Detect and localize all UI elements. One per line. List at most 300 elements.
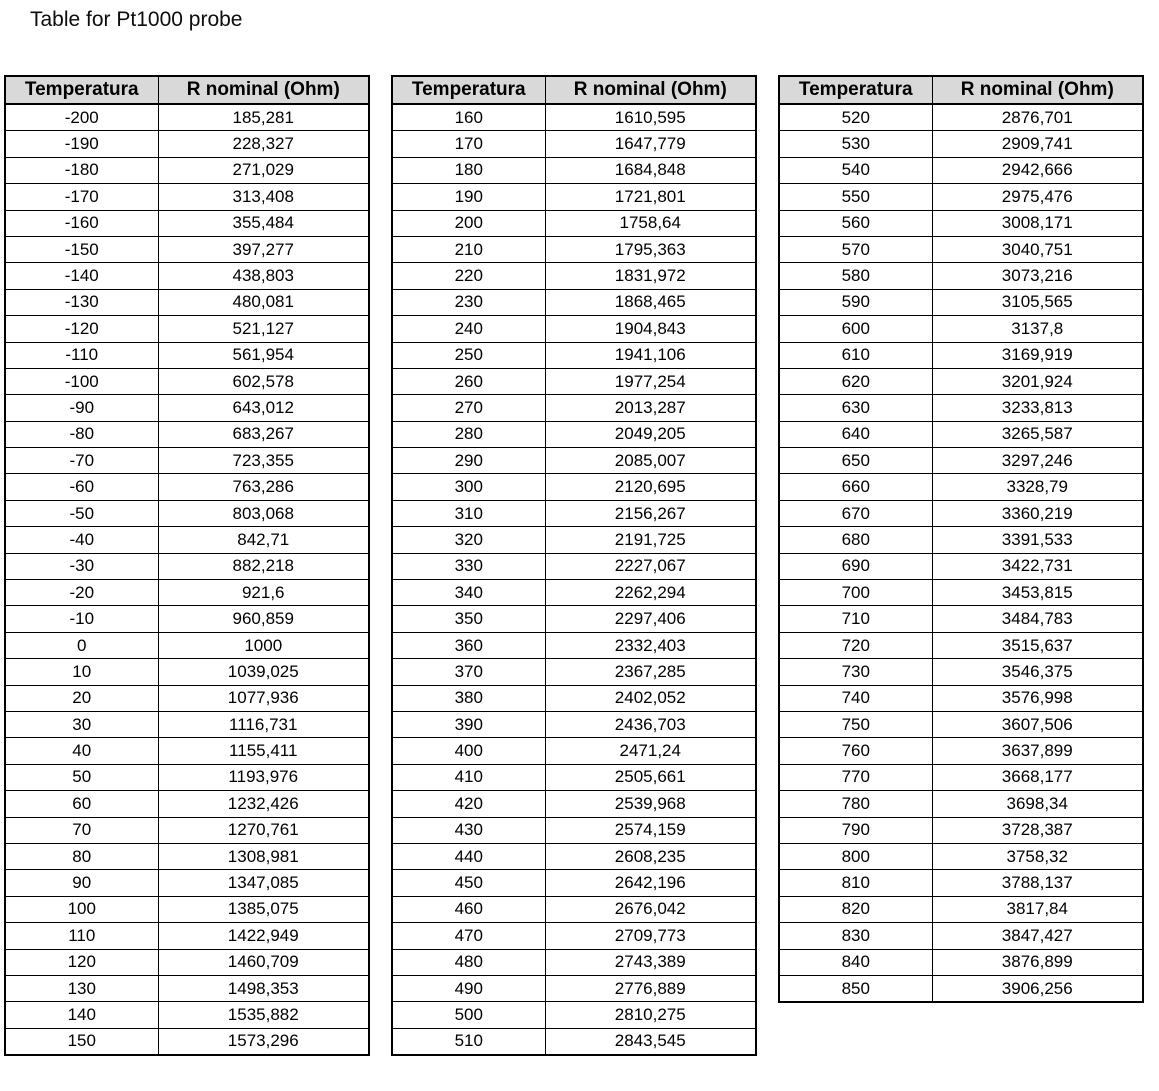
temperature-cell: 650 [779, 448, 932, 474]
table-row [5, 1002, 369, 1028]
resistance-cell: 3698,34 [932, 791, 1143, 817]
table-row [5, 791, 369, 817]
temperature-cell: 720 [779, 632, 932, 658]
table-row [392, 527, 756, 553]
resistance-cell: 803,068 [158, 500, 369, 526]
resistance-cell: 3546,375 [932, 659, 1143, 685]
temperature-cell: 350 [392, 606, 545, 632]
temperature-cell: 230 [392, 289, 545, 315]
table-row [5, 474, 369, 500]
temperature-cell: 310 [392, 500, 545, 526]
table-row [5, 1028, 369, 1055]
table-row [779, 791, 1143, 817]
table-row [779, 500, 1143, 526]
table-header-row [392, 76, 756, 104]
table-row [779, 632, 1143, 658]
table-body [392, 104, 756, 1055]
resistance-cell: 271,029 [158, 157, 369, 183]
temperature-cell: 10 [5, 659, 158, 685]
table-row [392, 949, 756, 975]
table-row [5, 685, 369, 711]
temperature-cell: 340 [392, 580, 545, 606]
resistance-cell: 3607,506 [932, 711, 1143, 737]
temperature-cell: 660 [779, 474, 932, 500]
resistance-cell: 1193,976 [158, 764, 369, 790]
table-row [392, 791, 756, 817]
resistance-cell: 2297,406 [545, 606, 756, 632]
resistance-column-header: R nominal (Ohm) [158, 76, 369, 104]
pt1000-table-3 [778, 75, 1144, 1003]
table-row [392, 975, 756, 1001]
temperature-cell: -30 [5, 553, 158, 579]
resistance-cell: 2709,773 [545, 923, 756, 949]
resistance-cell: 2539,968 [545, 791, 756, 817]
table-row [779, 975, 1143, 1002]
table-row [392, 606, 756, 632]
temperature-cell: 390 [392, 711, 545, 737]
table-row [779, 368, 1143, 394]
temperature-cell: 690 [779, 553, 932, 579]
temperature-cell: -170 [5, 184, 158, 210]
resistance-cell: 1610,595 [545, 104, 756, 131]
temperature-cell: 760 [779, 738, 932, 764]
temperature-cell: 510 [392, 1028, 545, 1055]
table-row [5, 632, 369, 658]
table-row [392, 553, 756, 579]
table-row [392, 580, 756, 606]
table-row [392, 738, 756, 764]
temperature-cell: 730 [779, 659, 932, 685]
temperature-cell: 360 [392, 632, 545, 658]
resistance-cell: 1498,353 [158, 975, 369, 1001]
temperature-cell: 750 [779, 711, 932, 737]
temperature-cell: 840 [779, 949, 932, 975]
table-row [779, 157, 1143, 183]
table-row [392, 659, 756, 685]
table-row [392, 448, 756, 474]
temperature-cell: -190 [5, 131, 158, 157]
temperature-cell: 560 [779, 210, 932, 236]
temperature-cell: 200 [392, 210, 545, 236]
resistance-cell: 3169,919 [932, 342, 1143, 368]
table-row [5, 553, 369, 579]
temperature-cell: 580 [779, 263, 932, 289]
temperature-cell: -50 [5, 500, 158, 526]
tables-container [4, 75, 1144, 1056]
table-row [5, 131, 369, 157]
temperature-cell: 170 [392, 131, 545, 157]
temperature-cell: 570 [779, 236, 932, 262]
temperature-cell: -10 [5, 606, 158, 632]
table-row [5, 527, 369, 553]
resistance-cell: 2402,052 [545, 685, 756, 711]
resistance-cell: 2262,294 [545, 580, 756, 606]
temperature-cell: 480 [392, 949, 545, 975]
table-row [392, 843, 756, 869]
resistance-cell: 763,286 [158, 474, 369, 500]
table-row [392, 395, 756, 421]
resistance-cell: 2574,159 [545, 817, 756, 843]
table-row [5, 659, 369, 685]
resistance-cell: 3137,8 [932, 316, 1143, 342]
temperature-column-header: Temperatura [5, 76, 158, 104]
table-row [779, 289, 1143, 315]
table-row [779, 738, 1143, 764]
resistance-cell: 2049,205 [545, 421, 756, 447]
resistance-cell: 2505,661 [545, 764, 756, 790]
resistance-cell: 3817,84 [932, 896, 1143, 922]
resistance-cell: 1647,779 [545, 131, 756, 157]
table-row [5, 263, 369, 289]
table-row [5, 580, 369, 606]
resistance-cell: 397,277 [158, 236, 369, 262]
resistance-cell: 3906,256 [932, 975, 1143, 1002]
table-row [779, 817, 1143, 843]
table-row [5, 870, 369, 896]
temperature-cell: 210 [392, 236, 545, 262]
table-row [5, 421, 369, 447]
temperature-cell: -110 [5, 342, 158, 368]
table-row [779, 923, 1143, 949]
temperature-cell: -100 [5, 368, 158, 394]
temperature-cell: 100 [5, 896, 158, 922]
temperature-cell: 30 [5, 711, 158, 737]
resistance-cell: 1758,64 [545, 210, 756, 236]
resistance-cell: 2876,701 [932, 104, 1143, 131]
resistance-cell: 3201,924 [932, 368, 1143, 394]
temperature-cell: 330 [392, 553, 545, 579]
table-row [5, 236, 369, 262]
resistance-cell: 1868,465 [545, 289, 756, 315]
temperature-cell: -80 [5, 421, 158, 447]
temperature-cell: 50 [5, 764, 158, 790]
resistance-cell: 1721,801 [545, 184, 756, 210]
table-row [779, 448, 1143, 474]
table-row [779, 421, 1143, 447]
temperature-cell: 320 [392, 527, 545, 553]
resistance-cell: 3576,998 [932, 685, 1143, 711]
table-header-row [5, 76, 369, 104]
temperature-cell: -90 [5, 395, 158, 421]
temperature-cell: 770 [779, 764, 932, 790]
table-row [392, 500, 756, 526]
resistance-cell: 1039,025 [158, 659, 369, 685]
resistance-cell: 3422,731 [932, 553, 1143, 579]
pt1000-table-2 [391, 75, 757, 1056]
temperature-cell: -20 [5, 580, 158, 606]
table-row [5, 368, 369, 394]
resistance-cell: 2332,403 [545, 632, 756, 658]
temperature-cell: -200 [5, 104, 158, 131]
temperature-cell: 0 [5, 632, 158, 658]
resistance-cell: 1232,426 [158, 791, 369, 817]
resistance-cell: 1831,972 [545, 263, 756, 289]
resistance-cell: 1270,761 [158, 817, 369, 843]
resistance-cell: 643,012 [158, 395, 369, 421]
table-row [5, 975, 369, 1001]
resistance-cell: 960,859 [158, 606, 369, 632]
table-row [392, 685, 756, 711]
temperature-cell: 620 [779, 368, 932, 394]
resistance-cell: 2942,666 [932, 157, 1143, 183]
resistance-cell: 1977,254 [545, 368, 756, 394]
temperature-cell: 830 [779, 923, 932, 949]
table-row [5, 395, 369, 421]
table-row [5, 923, 369, 949]
table-row [5, 711, 369, 737]
temperature-cell: 710 [779, 606, 932, 632]
temperature-cell: 450 [392, 870, 545, 896]
temperature-cell: 630 [779, 395, 932, 421]
pt1000-table-1 [4, 75, 370, 1056]
resistance-cell: 2608,235 [545, 843, 756, 869]
table-row [5, 949, 369, 975]
resistance-cell: 3040,751 [932, 236, 1143, 262]
resistance-cell: 3328,79 [932, 474, 1143, 500]
resistance-cell: 3758,32 [932, 843, 1143, 869]
table-row [392, 817, 756, 843]
table-row [392, 184, 756, 210]
resistance-cell: 3265,587 [932, 421, 1143, 447]
resistance-cell: 3297,246 [932, 448, 1143, 474]
resistance-cell: 1573,296 [158, 1028, 369, 1055]
table-row [5, 738, 369, 764]
table-row [5, 817, 369, 843]
table-row [5, 764, 369, 790]
resistance-cell: 842,71 [158, 527, 369, 553]
temperature-cell: -40 [5, 527, 158, 553]
table-row [779, 685, 1143, 711]
temperature-cell: -180 [5, 157, 158, 183]
table-row [779, 316, 1143, 342]
table-row [392, 104, 756, 131]
table-row [5, 157, 369, 183]
table-header-row [779, 76, 1143, 104]
resistance-cell: 1385,075 [158, 896, 369, 922]
table-row [392, 896, 756, 922]
table-row [779, 580, 1143, 606]
temperature-cell: 640 [779, 421, 932, 447]
page-title: Table for Pt1000 probe [30, 8, 243, 31]
table-row [779, 131, 1143, 157]
temperature-cell: -130 [5, 289, 158, 315]
resistance-cell: 3073,216 [932, 263, 1143, 289]
table-row [392, 368, 756, 394]
resistance-cell: 2227,067 [545, 553, 756, 579]
temperature-cell: -120 [5, 316, 158, 342]
resistance-cell: 1155,411 [158, 738, 369, 764]
temperature-cell: 130 [5, 975, 158, 1001]
temperature-cell: 40 [5, 738, 158, 764]
table-row [5, 500, 369, 526]
temperature-cell: 380 [392, 685, 545, 711]
resistance-cell: 561,954 [158, 342, 369, 368]
temperature-cell: 540 [779, 157, 932, 183]
resistance-cell: 3668,177 [932, 764, 1143, 790]
temperature-cell: 850 [779, 975, 932, 1002]
table-row [392, 923, 756, 949]
resistance-cell: 2085,007 [545, 448, 756, 474]
table-row [779, 711, 1143, 737]
resistance-cell: 1904,843 [545, 316, 756, 342]
resistance-cell: 355,484 [158, 210, 369, 236]
resistance-cell: 3788,137 [932, 870, 1143, 896]
temperature-cell: 500 [392, 1002, 545, 1028]
table-row [5, 316, 369, 342]
table-row [5, 606, 369, 632]
table-row [392, 632, 756, 658]
resistance-cell: 1347,085 [158, 870, 369, 896]
temperature-cell: 300 [392, 474, 545, 500]
resistance-cell: 602,578 [158, 368, 369, 394]
temperature-cell: 80 [5, 843, 158, 869]
temperature-cell: 280 [392, 421, 545, 447]
table-row [779, 527, 1143, 553]
resistance-cell: 723,355 [158, 448, 369, 474]
table-row [779, 104, 1143, 131]
temperature-cell: 400 [392, 738, 545, 764]
resistance-cell: 1684,848 [545, 157, 756, 183]
temperature-cell: -60 [5, 474, 158, 500]
temperature-cell: 460 [392, 896, 545, 922]
temperature-cell: 20 [5, 685, 158, 711]
temperature-cell: 120 [5, 949, 158, 975]
table-row [392, 157, 756, 183]
resistance-cell: 3453,815 [932, 580, 1143, 606]
resistance-cell: 2471,24 [545, 738, 756, 764]
temperature-cell: 110 [5, 923, 158, 949]
resistance-cell: 882,218 [158, 553, 369, 579]
temperature-cell: 90 [5, 870, 158, 896]
table-row [392, 1002, 756, 1028]
temperature-cell: 740 [779, 685, 932, 711]
table-row [5, 104, 369, 131]
resistance-cell: 3728,387 [932, 817, 1143, 843]
resistance-cell: 2810,275 [545, 1002, 756, 1028]
resistance-cell: 2676,042 [545, 896, 756, 922]
resistance-column-header: R nominal (Ohm) [932, 76, 1143, 104]
resistance-cell: 2843,545 [545, 1028, 756, 1055]
temperature-cell: 140 [5, 1002, 158, 1028]
table-row [779, 236, 1143, 262]
temperature-column-header: Temperatura [779, 76, 932, 104]
temperature-cell: 680 [779, 527, 932, 553]
table-row [392, 711, 756, 737]
resistance-cell: 3391,533 [932, 527, 1143, 553]
resistance-cell: 921,6 [158, 580, 369, 606]
table-row [779, 342, 1143, 368]
table-row [779, 870, 1143, 896]
resistance-cell: 2120,695 [545, 474, 756, 500]
resistance-cell: 1460,709 [158, 949, 369, 975]
table-row [779, 395, 1143, 421]
table-row [779, 896, 1143, 922]
resistance-cell: 1077,936 [158, 685, 369, 711]
table-row [5, 210, 369, 236]
resistance-cell: 480,081 [158, 289, 369, 315]
resistance-cell: 228,327 [158, 131, 369, 157]
resistance-cell: 2776,889 [545, 975, 756, 1001]
temperature-cell: 220 [392, 263, 545, 289]
table-row [779, 764, 1143, 790]
resistance-column-header: R nominal (Ohm) [545, 76, 756, 104]
temperature-cell: -150 [5, 236, 158, 262]
temperature-cell: 190 [392, 184, 545, 210]
resistance-cell: 1422,949 [158, 923, 369, 949]
temperature-cell: 820 [779, 896, 932, 922]
resistance-cell: 1116,731 [158, 711, 369, 737]
resistance-cell: 313,408 [158, 184, 369, 210]
table-row [392, 1028, 756, 1055]
temperature-cell: 70 [5, 817, 158, 843]
temperature-cell: 60 [5, 791, 158, 817]
temperature-cell: 290 [392, 448, 545, 474]
resistance-cell: 3876,899 [932, 949, 1143, 975]
temperature-cell: 810 [779, 870, 932, 896]
resistance-cell: 1795,363 [545, 236, 756, 262]
temperature-cell: -140 [5, 263, 158, 289]
resistance-cell: 2191,725 [545, 527, 756, 553]
table-row [392, 236, 756, 262]
temperature-cell: 800 [779, 843, 932, 869]
temperature-cell: 410 [392, 764, 545, 790]
table-row [392, 316, 756, 342]
temperature-cell: 550 [779, 184, 932, 210]
temperature-cell: 590 [779, 289, 932, 315]
temperature-cell: -160 [5, 210, 158, 236]
temperature-cell: 260 [392, 368, 545, 394]
temperature-cell: 240 [392, 316, 545, 342]
table-row [392, 870, 756, 896]
temperature-cell: 180 [392, 157, 545, 183]
temperature-cell: 670 [779, 500, 932, 526]
temperature-cell: 370 [392, 659, 545, 685]
temperature-cell: 600 [779, 316, 932, 342]
table-row [392, 131, 756, 157]
table-row [779, 184, 1143, 210]
resistance-cell: 3233,813 [932, 395, 1143, 421]
resistance-cell: 1941,106 [545, 342, 756, 368]
table-row [779, 210, 1143, 236]
temperature-cell: 250 [392, 342, 545, 368]
resistance-cell: 3515,637 [932, 632, 1143, 658]
resistance-cell: 3008,171 [932, 210, 1143, 236]
resistance-cell: 2156,267 [545, 500, 756, 526]
temperature-cell: -70 [5, 448, 158, 474]
temperature-column-header: Temperatura [392, 76, 545, 104]
table-row [779, 606, 1143, 632]
temperature-cell: 270 [392, 395, 545, 421]
temperature-cell: 700 [779, 580, 932, 606]
temperature-cell: 420 [392, 791, 545, 817]
resistance-cell: 521,127 [158, 316, 369, 342]
resistance-cell: 3637,899 [932, 738, 1143, 764]
table-body [779, 104, 1143, 1002]
table-row [392, 421, 756, 447]
temperature-cell: 430 [392, 817, 545, 843]
resistance-cell: 683,267 [158, 421, 369, 447]
temperature-cell: 150 [5, 1028, 158, 1055]
resistance-cell: 3484,783 [932, 606, 1143, 632]
table-row [5, 342, 369, 368]
temperature-cell: 610 [779, 342, 932, 368]
table-row [392, 289, 756, 315]
resistance-cell: 2743,389 [545, 949, 756, 975]
resistance-cell: 2909,741 [932, 131, 1143, 157]
resistance-cell: 1000 [158, 632, 369, 658]
table-row [392, 764, 756, 790]
resistance-cell: 3847,427 [932, 923, 1143, 949]
